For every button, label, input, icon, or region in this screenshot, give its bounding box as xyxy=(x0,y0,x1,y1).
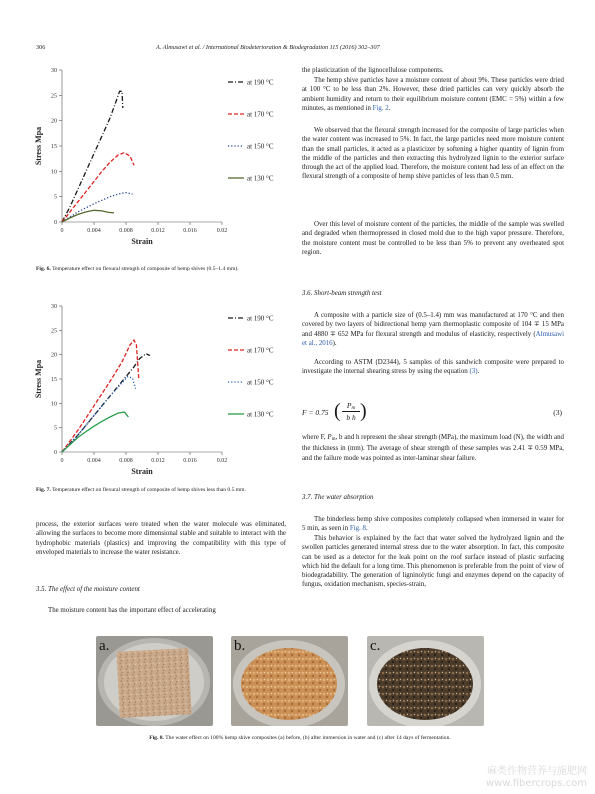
almusawi-2016-link[interactable]: Almusawi et al., 2016 xyxy=(302,330,564,347)
watermark xyxy=(486,766,587,790)
page-number: 306 xyxy=(36,44,46,51)
equation-numerator: $P_m$ xyxy=(342,401,360,412)
right-paragraph-3: We observed that the flexural strength increased for the composite of large particles when the water content was increased to 5%. In fact, the large particles need more moisture content than the small particles, it acted as a plasticizer by softening a higher quantity of lignin from the middle of the particles and then extracting this hydrolyzed lignin to the exterior surface through the act of the applied load. Therefore, the moisture content had less of an effect on the flexural strength of a composite of hemp shive particles of less than 0.5 mm. xyxy=(302,127,564,181)
equation-number: (3) xyxy=(553,408,562,417)
right-paragraph-7: where F, $P_m$, b and h represent the shear strength (MPa), the maximum load (N), the width and the thickness in (mm). The average of shear strength of these samples was 2.41 ∓ 0.59 MPa, and the failure mode was pointed as inter-laminar shear failure. xyxy=(302,434,564,462)
left-paragraph-1: process, the exterior surfaces were treated when the water molecule was eliminated, allowing the surfaces to become more dimensional stable and suitable to interact with the hydrophobic materials (plastics) and improving the compatibility with this type of enveloped materials to increase the water resistance. xyxy=(36,521,286,556)
y-tick-label: 10 xyxy=(51,401,57,408)
left-paragraph-2: The moisture content has the important effect of accelerating xyxy=(48,607,216,614)
right-paragraph-6: According to ASTM (D2344), 5 samples of this sandwich composite were prepared to investigate the internal shearing stress by using the equation (3). xyxy=(302,359,564,376)
x-tick-label: 0.016 xyxy=(183,458,197,464)
right-paragraph-5: A composite with a particle size of (0.5–1.4) mm was manufactured at 170 °C and then covered by two layers of bidirectional hemp yarn thermoplastic composite of 104 ∓ 15 MPa and 4880 ∓ 652 MPa for flexural strength and modulus of elasticity, respectively (Almusawi et al., 2016). xyxy=(302,312,564,347)
equation-paren-left: ( xyxy=(334,400,341,422)
figure-7-caption-text: Temperature effect on flexural strength of composite of hemp shives less than 0.5 mm. xyxy=(52,487,246,493)
y-tick-label: 20 xyxy=(51,118,57,125)
right-paragraph-8: The binderless hemp shive composites completely collapsed when immersed in water for 5 min, as seen in Fig. 8. xyxy=(302,516,564,533)
legend-label-4: at 130 °C xyxy=(247,410,274,419)
equation-denominator: b h xyxy=(346,413,356,422)
series-line-2 xyxy=(62,153,134,222)
x-axis-label: Strain xyxy=(131,467,153,476)
equation-3-link[interactable]: (3) xyxy=(469,368,478,376)
y-axis-label: Stress Mpa xyxy=(34,359,43,399)
legend-label-2: at 170 °C xyxy=(247,346,274,355)
x-tick-label: 0 xyxy=(60,458,64,464)
right-paragraph-2-text: The hemp shive particles have a moisture content of about 9%. These particles were dried at 100 °C to be less than 2%. However, these dried particles can very quickly absorb the ambient humidity and return to their equilibrium moisture content (EMC = 5%) within a few minutes, as mentioned in xyxy=(302,77,564,112)
legend-label-3: at 150 °C xyxy=(247,378,274,387)
legend-label-4: at 130 °C xyxy=(247,174,274,183)
photo-a-before xyxy=(96,636,213,726)
right-paragraph-4: Over this level of moisture content of the particles, the middle of the sample was swelled and degraded when thermopressed in closed mold due to the high vapor pressure. Therefore, the moisture content must be controlled to be less than 5% to prevent any overheated spot region. xyxy=(302,221,564,256)
series-line-1 xyxy=(62,91,123,222)
series-line-4 xyxy=(62,412,128,452)
series-line-3 xyxy=(62,193,132,222)
right-paragraph-9: This behavior is explained by the fact that water solved the hydrolyzed lignin and the swollen particles generated internal stress due to the water absorption. In fact, this composite can be used as a detector for the leak point on the roof surface instead of plastic surfacing which hid the default for a long time. This phenomenon is preferable from the point of view of biodegradability. The generation of ligninolytic fungi and enzymes depend on the capacity of fungus, oxidation mechanism, species-strain, xyxy=(302,535,564,589)
equation-lhs: F = 0.75 xyxy=(302,408,329,417)
figure-7-caption xyxy=(36,487,286,495)
x-tick-label: 0.016 xyxy=(183,228,197,234)
right-paragraph-2: The hemp shive particles have a moisture content of about 9%. These particles were dried at 100 °C to be less than 2%. However, these dried particles can very quickly absorb the ambient humidity and return to their equilibrium moisture content (EMC = 5%) within a few minutes, as mentioned in Fig. 2. xyxy=(302,77,564,112)
x-tick-label: 0.012 xyxy=(151,228,165,234)
figure-6-caption-text: Temperature effect on flexural strength of composite of hemp shives (0.5–1.4 mm). xyxy=(52,266,239,272)
fig-8-link[interactable]: Fig. 8 xyxy=(349,525,366,533)
figure-8-caption xyxy=(36,735,564,743)
x-tick-label: 0 xyxy=(60,228,64,234)
photo-b-after-immersion xyxy=(231,636,348,726)
equation-3 xyxy=(302,400,564,426)
figure-6-chart xyxy=(32,62,294,252)
running-header: A. Almusawi et al. / International Biodeterioration & Biodegradation 115 (2016) 302–307 xyxy=(156,44,380,51)
x-tick-label: 0.008 xyxy=(119,228,133,234)
photo-b-illustration xyxy=(231,636,348,726)
y-tick-label: 30 xyxy=(51,304,57,310)
y-axis-label: Stress Mpa xyxy=(34,126,43,166)
x-tick-label: 0.008 xyxy=(119,458,133,464)
y-tick-label: 0 xyxy=(54,220,57,226)
photo-c-after-fermentation xyxy=(367,636,484,726)
photo-c-label: c. xyxy=(370,638,381,654)
section-3-6-heading: 3.6. Short-beam strength test xyxy=(302,290,382,297)
figure-6-caption-label: Fig. 6. xyxy=(36,266,51,272)
x-tick-label: 0.02 xyxy=(216,228,228,234)
y-tick-label: 10 xyxy=(51,169,57,176)
photo-b-label: b. xyxy=(234,638,246,654)
legend-label-2: at 170 °C xyxy=(247,110,274,119)
watermark-line-1: 麻类作物营养与施肥网 xyxy=(487,766,587,777)
x-tick-label: 0.004 xyxy=(87,228,101,234)
figure-8-caption-label: Fig. 8. xyxy=(149,735,164,741)
y-tick-label: 25 xyxy=(51,93,57,100)
legend-label-1: at 190 °C xyxy=(247,78,274,87)
figure-7-chart xyxy=(32,298,294,482)
x-tick-label: 0.02 xyxy=(216,458,228,464)
x-axis-label: Strain xyxy=(131,237,153,246)
figure-6-caption xyxy=(36,266,286,274)
y-tick-label: 25 xyxy=(51,328,57,335)
x-tick-label: 0.012 xyxy=(151,458,165,464)
series-line-2 xyxy=(62,340,139,452)
section-3-5-heading: 3.5. The effect of the moisture content xyxy=(36,586,140,593)
figure-7-caption-label: Fig. 7. xyxy=(36,487,51,493)
legend-label-1: at 190 °C xyxy=(247,314,274,323)
y-tick-label: 15 xyxy=(51,144,57,150)
legend-label-3: at 150 °C xyxy=(247,142,274,151)
right-paragraph-1: the plasticization of the lignocellulose components. xyxy=(302,67,444,74)
fig-2-link[interactable]: Fig. 2 xyxy=(372,104,389,112)
x-tick-label: 0.004 xyxy=(87,458,101,464)
photo-a-label: a. xyxy=(99,638,110,654)
series-line-3 xyxy=(62,377,136,452)
watermark-line-2: www.fibercrops.com xyxy=(485,778,587,789)
y-tick-label: 5 xyxy=(54,194,57,201)
photo-a-illustration xyxy=(96,636,213,726)
y-tick-label: 30 xyxy=(51,68,57,74)
equation-paren-right: ) xyxy=(360,400,367,422)
photo-c-illustration xyxy=(367,636,484,726)
y-tick-label: 20 xyxy=(51,352,57,359)
section-3-7-heading: 3.7. The water absorption xyxy=(302,494,374,501)
figure-8-caption-text: The water effect on 100% hemp shive composites (a) before, (b) after immersion in water and (c) after 14 days of fermentation. xyxy=(165,735,451,741)
y-tick-label: 15 xyxy=(51,377,57,383)
y-tick-label: 5 xyxy=(54,425,57,432)
y-tick-label: 0 xyxy=(54,450,57,456)
